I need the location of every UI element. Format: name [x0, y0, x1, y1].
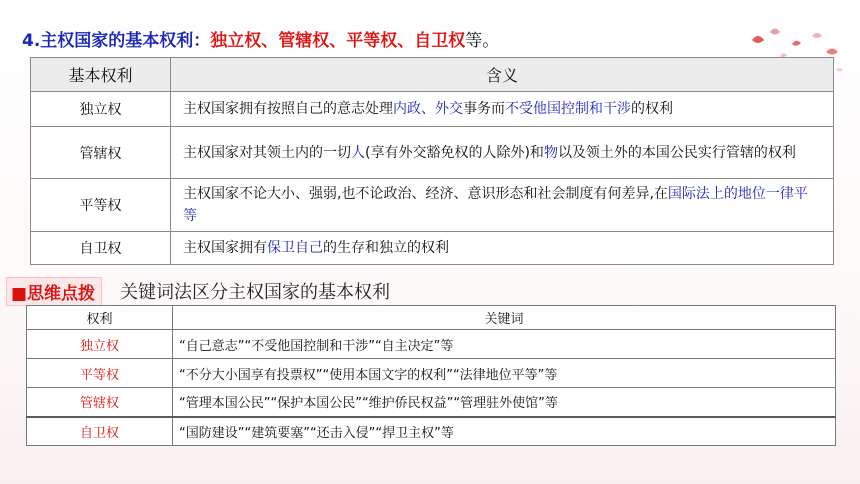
meaning-text: 事务而 [463, 101, 505, 117]
meaning-text: (享有外交豁免权的人除外)和 [365, 144, 544, 161]
table-row [27, 417, 836, 446]
meaning-highlight: 保卫自己 [267, 240, 323, 256]
meaning-highlight: 人 [351, 144, 365, 161]
table-row [27, 388, 836, 417]
title-prefix: 4.主权国家的基本权利： [22, 31, 211, 51]
keyword-list: “国防建设”“建筑要塞”“还击入侵”“捍卫主权”等 [173, 417, 836, 446]
meaning-text: 主权国家对其领土内的一切 [183, 144, 351, 161]
right-meaning [171, 179, 834, 232]
right-name: 自卫权 [31, 232, 171, 265]
keyword-right-name: 自卫权 [27, 417, 173, 446]
keyword-right-name: 平等权 [27, 359, 173, 388]
table-row [27, 359, 836, 388]
header-meaning: 含义 [171, 58, 834, 92]
meaning-highlight: 内政、外交 [393, 101, 463, 117]
keyword-list: “不分大小国享有投票权”“使用本国文字的权利”“法律地位平等”等 [173, 359, 836, 388]
right-name: 平等权 [31, 179, 171, 232]
table-row [31, 127, 834, 179]
title-suffix: 等。 [465, 31, 500, 51]
keyword-right-name: 独立权 [27, 330, 173, 359]
meaning-highlight: 国际法上的地位一律平等 [183, 186, 808, 224]
tip-text: 关键词法区分主权国家的基本权利 [120, 282, 391, 303]
meaning-text: 的生存和独立的权利 [323, 240, 449, 256]
header-right: 权利 [27, 306, 173, 330]
table-row [27, 330, 836, 359]
keyword-table-header [27, 306, 836, 330]
page-title [22, 26, 499, 51]
meaning-highlight: 物 [543, 144, 558, 161]
keyword-list: “管理本国公民”“保护本国公民”“维护侨民权益”“管理驻外使馆”等 [173, 388, 836, 417]
meaning-text: 的权利 [631, 101, 673, 117]
header-right-name: 基本权利 [31, 58, 171, 92]
meaning-text: 主权国家不论大小、强弱,也不论政治、经济、意识形态和社会制度有何差异,在 [183, 186, 668, 202]
meaning-text: 主权国家拥有按照自己的意志处理 [183, 101, 393, 117]
meaning-text: 主权国家拥有 [183, 240, 267, 256]
keyword-table [26, 305, 836, 446]
right-meaning [171, 127, 834, 179]
table-row [31, 232, 834, 265]
title-rights: 独立权、管辖权、平等权、自卫权 [210, 31, 466, 51]
table-row [31, 92, 834, 127]
tip-badge: ■思维点拨 [6, 277, 102, 306]
table-row [31, 179, 834, 232]
meaning-text: 以及领土外的本国公民实行管辖的权利 [557, 144, 796, 161]
header-keywords: 关键词 [173, 306, 836, 330]
right-meaning [171, 232, 834, 265]
keyword-list: “自己意志”“不受他国控制和干涉”“自主决定”等 [173, 330, 836, 359]
meaning-highlight: 不受他国控制和干涉 [505, 101, 631, 117]
right-meaning [171, 92, 834, 127]
keyword-right-name: 管辖权 [27, 388, 173, 417]
right-name: 管辖权 [31, 127, 171, 179]
rights-table [30, 57, 834, 265]
rights-table-header [31, 58, 834, 92]
thinking-tip [6, 278, 390, 304]
right-name: 独立权 [31, 92, 171, 127]
